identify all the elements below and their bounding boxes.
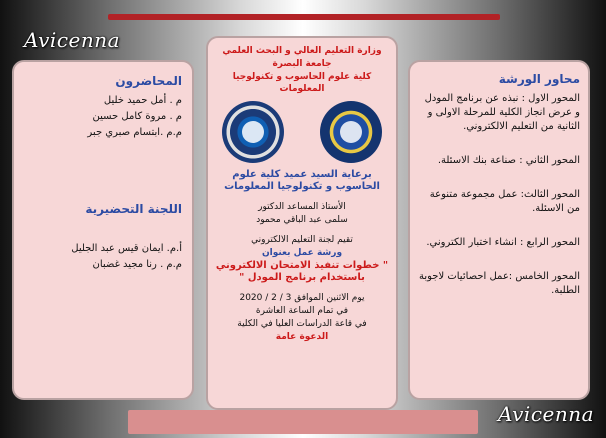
center-panel bbox=[206, 36, 398, 410]
lecturers-title: المحاضرون bbox=[115, 74, 182, 88]
invitation-line: الدعوة عامة bbox=[275, 332, 329, 342]
topic-item: المحور الاول : نبذه عن برنامج المودل و عرض انجاز الكلية للمرحلة الاولى و الثانية من التعليم الالكتروني. bbox=[424, 93, 580, 132]
bottom-decor-bar bbox=[128, 410, 478, 434]
university-name: جامعة البصرة bbox=[272, 59, 332, 69]
brand-logo-text-left: Avicenna bbox=[24, 28, 121, 52]
topic-item: المحور الرابع : انشاء اختبار الكتروني. bbox=[426, 237, 580, 248]
topic-item: المحور الخامس :عمل احصائيات لاجوبة الطلبة. bbox=[418, 271, 580, 296]
topic-item: المحور الثالث: عمل مجموعة متنوعة من الاسئلة. bbox=[429, 189, 580, 214]
committee-item: م.م . رنا مجيد غضبان bbox=[92, 259, 182, 270]
lecturer-item: م . مروة كامل حسين bbox=[92, 111, 182, 122]
committee-title: اللجنة التحضيرية bbox=[85, 202, 182, 216]
ministry-name: وزارة التعليم العالي و البحث العلمي bbox=[222, 46, 382, 56]
college-logo-icon bbox=[222, 101, 284, 163]
lecturer-item: م.م .ابتسام صبري جبر bbox=[87, 127, 182, 138]
time-line: في تمام الساعة العاشرة bbox=[255, 306, 349, 316]
topic-item: المحور الثاني : صناعة بنك الاسئلة. bbox=[437, 155, 580, 166]
workshop-title: " خطوات تنفيذ الامتحان الالكتروني باستخدام برنامج المودل " bbox=[215, 260, 389, 283]
dean-title: الأستاذ المساعد الدكتور bbox=[258, 202, 346, 212]
workshop-label: ورشة عمل بعنوان bbox=[261, 248, 343, 258]
committee-item: أ.م. ايمان قيس عبد الجليل bbox=[71, 243, 182, 254]
college-name: كلية علوم الحاسوب و تكنولوجيا المعلومات bbox=[232, 72, 372, 94]
dean-name: سلمى عبد الباقي محمود bbox=[256, 215, 348, 225]
right-panel bbox=[408, 60, 590, 400]
left-panel bbox=[12, 60, 194, 400]
university-logo-icon bbox=[320, 101, 382, 163]
lecturer-item: م . أمل حميد خليل bbox=[103, 95, 182, 106]
top-decor-bar bbox=[108, 14, 500, 20]
place-line: في قاعة الدراسات العليا في الكلية bbox=[237, 319, 367, 329]
brand-logo-text-right: Avicenna bbox=[498, 402, 595, 426]
organizer-line: تقيم لجنة التعليم الالكتروني bbox=[251, 235, 353, 245]
date-line: يوم الاثنين الموافق 3 / 2 / 2020 bbox=[239, 293, 365, 303]
workshop-topics-title: محاور الورشة bbox=[498, 72, 580, 86]
sponsor-line: برعاية السيد عميد كلية علوم الحاسوب و تكنولوجيا المعلومات bbox=[224, 169, 380, 192]
logos-row bbox=[222, 101, 382, 163]
